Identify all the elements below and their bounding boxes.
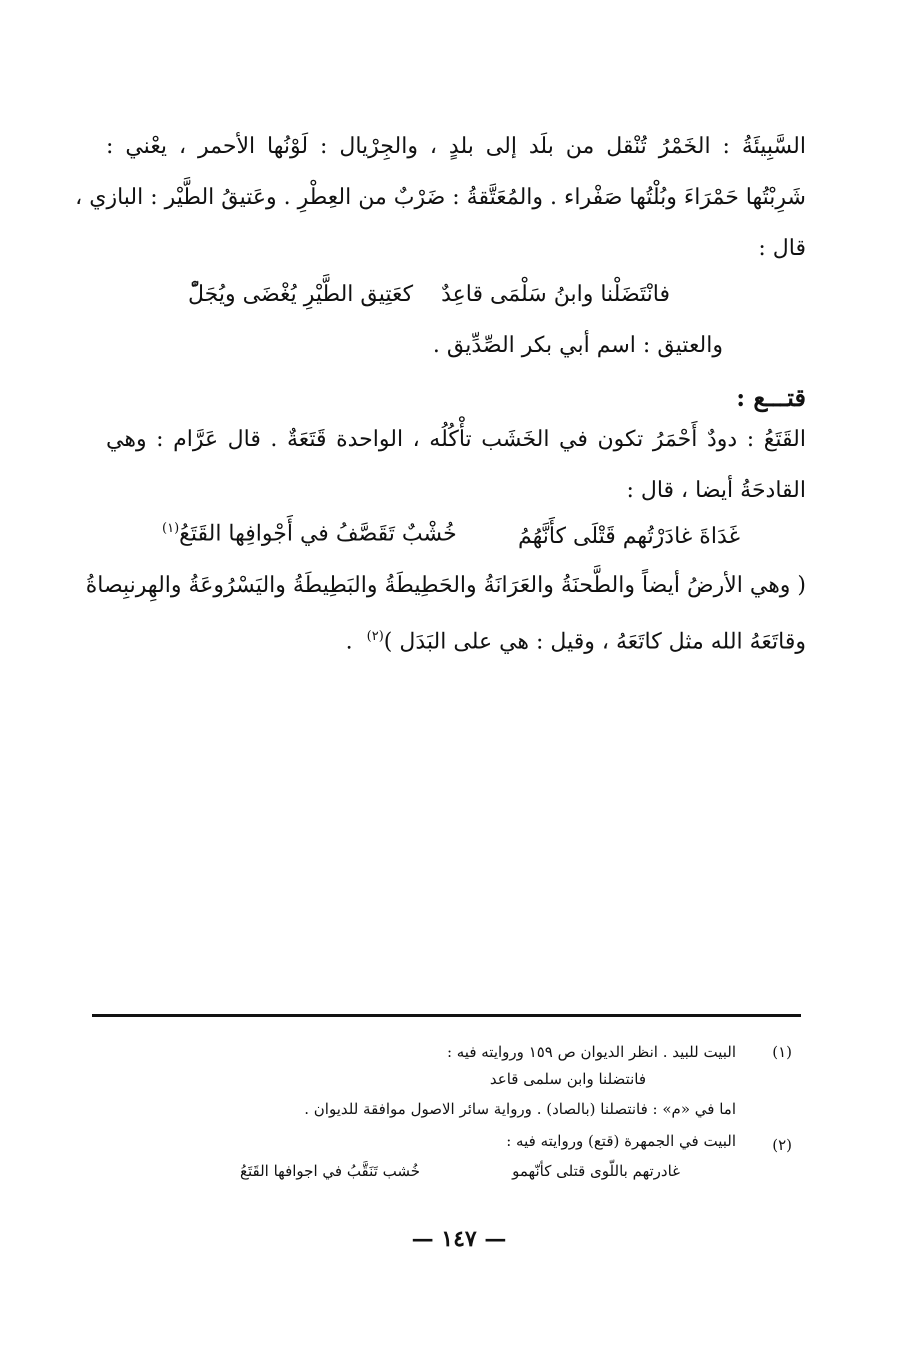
footnote-verse-left: خُشب تَنَقَّبُ في اجوافها القَتَعُ bbox=[240, 1162, 420, 1180]
footnote-number: (٢) bbox=[772, 1136, 792, 1154]
verse-hemistich-left: كعَتِيق الطَّيْرِ يُغْضَى ويُجَلّْ bbox=[188, 282, 414, 307]
paragraph-line: السَّبِيئَةُ : الخَمْرُ تُنْقل من بلَد إلى بلدٍ ، والجِرْيال : لَوْنُها الأحمر ، يعْني : bbox=[106, 134, 806, 159]
paragraph-line: والعتيق : اسم أبي بكر الصِّدِّيق . bbox=[432, 333, 723, 358]
footnote-line: اما في «م» : فانتصلنا (بالصاد) . ورواية سائر الاصول موافقة للديوان . bbox=[304, 1100, 736, 1118]
sentence-end: . bbox=[345, 629, 353, 655]
footnote-marker: (١) bbox=[162, 521, 180, 536]
footnote-line: فانتضلنا وابن سلمى قاعد bbox=[489, 1070, 646, 1088]
footnote-separator bbox=[92, 1014, 801, 1017]
footnote-line: البيت في الجمهرة (قتع) وروايته فيه : bbox=[506, 1132, 736, 1150]
paragraph-line: القَتَعُ : دودٌ أَحْمَرُ تكون في الخَشَب تأْكُلُه ، الواحدة قَتَعَةٌ . قال عَرَّام : وهي bbox=[106, 427, 806, 452]
paragraph-line: شَرِبْتُها حَمْرَاءَ وبُلْتُها صَفْراء . والمُعَتَّقةُ : ضَرْبٌ من العِطْرِ . وعَتيقُ الطَّيْر : البازي ، bbox=[75, 185, 806, 210]
paragraph-line: ( وهي الأرضُ أيضاً والطَّحنَةُ والعَرَانَةُ والحَطِيطَةُ والبَطِيطَةُ واليَسْرُوعَةُ والهِرنبِصاةُ bbox=[85, 573, 806, 598]
entry-heading: قتـــع : bbox=[736, 383, 806, 412]
verse-hemistich-left bbox=[162, 514, 542, 549]
paragraph-text: وقاتَعَهُ الله مثل كاتَعَهُ ، وقيل : هي على البَدَل ) bbox=[383, 629, 806, 655]
footnote-marker: (٢) bbox=[366, 629, 384, 644]
verse-hemistich-right: فانْتَضَلْنا وابنُ سَلْمَى قاعِدٌ bbox=[441, 282, 670, 307]
paragraph-line: القادحَةُ أيضا ، قال : bbox=[626, 478, 806, 503]
footnote-number: (١) bbox=[772, 1043, 792, 1061]
page-number: — ١٤٧ — bbox=[411, 1226, 507, 1252]
paragraph-line: قال : bbox=[758, 236, 806, 261]
verse-text: خُشْبٌ تَقَصَّفُ في أَجْوافِها القَتَعُ bbox=[179, 521, 457, 547]
footnote-line: البيت للبيد . انظر الديوان ص ١٥٩ وروايته فيه : bbox=[446, 1043, 736, 1061]
paragraph-line bbox=[106, 622, 806, 657]
verse-hemistich-right: غَدَاةَ غادَرْتُهم قَتْلَى كأَنَّهُمُ bbox=[517, 524, 740, 549]
footnote-verse-right: غادرتهم باللّوى قتلى كأنّهمو bbox=[512, 1162, 680, 1180]
